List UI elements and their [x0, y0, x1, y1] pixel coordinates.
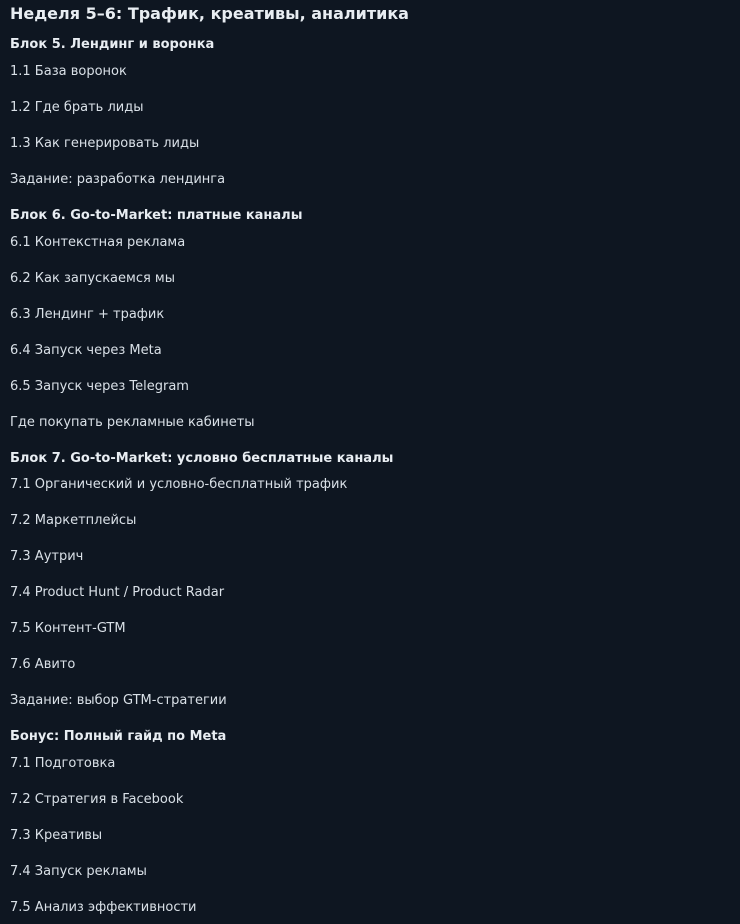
block-7-heading: Блок 7. Go-to-Market: условно бесплатные каналы: [10, 451, 394, 466]
list-item: 7.4 Запуск рекламы: [10, 864, 147, 879]
list-item: Задание: выбор GTM-стратегии: [10, 693, 227, 708]
list-item: 7.1 Подготовка: [10, 756, 116, 771]
list-item: Где покупать рекламные кабинеты: [10, 415, 255, 430]
list-item: 6.4 Запуск через Meta: [10, 343, 162, 358]
list-item: Задание: разработка лендинга: [10, 172, 226, 187]
list-item: 7.6 Авито: [10, 657, 76, 672]
list-item: 1.3 Как генерировать лиды: [10, 136, 200, 151]
block-6-heading: Блок 6. Go-to-Market: платные каналы: [10, 208, 303, 223]
list-item: 1.2 Где брать лиды: [10, 100, 144, 115]
list-item: 7.3 Креативы: [10, 828, 103, 843]
list-item: 7.2 Маркетплейсы: [10, 513, 137, 528]
list-item: 6.2 Как запускаемся мы: [10, 271, 176, 286]
block-5-heading: Блок 5. Лендинг и воронка: [10, 37, 215, 52]
list-item: 7.5 Контент-GTM: [10, 621, 126, 636]
list-item: 7.1 Органический и условно-бесплатный трафик: [10, 477, 348, 492]
list-item: 6.5 Запуск через Telegram: [10, 379, 189, 394]
list-item: 7.3 Аутрич: [10, 549, 84, 564]
list-item: 7.2 Стратегия в Facebook: [10, 792, 184, 807]
list-item: 1.1 База воронок: [10, 64, 127, 79]
list-item: 6.1 Контекстная реклама: [10, 235, 186, 250]
page-title: Неделя 5–6: Трафик, креативы, аналитика: [10, 4, 409, 23]
list-item: 7.4 Product Hunt / Product Radar: [10, 585, 225, 600]
list-item: 7.5 Анализ эффективности: [10, 900, 197, 915]
bonus-block-heading: Бонус: Полный гайд по Meta: [10, 729, 227, 744]
list-item: 6.3 Лендинг + трафик: [10, 307, 165, 322]
